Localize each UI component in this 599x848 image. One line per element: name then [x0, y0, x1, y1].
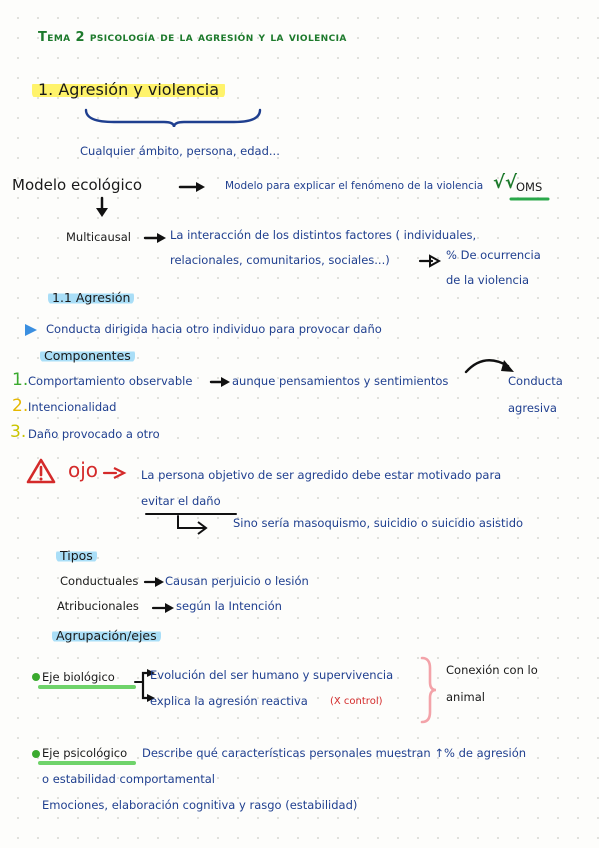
component-3-text: Daño provocado a otro	[28, 427, 160, 441]
eje-psicologico-line-1: Describe qué características personales muestran ↑% de agresión	[142, 746, 527, 760]
occurrence-line-2: de la violencia	[446, 273, 530, 287]
tipos-heading: Tipos	[56, 548, 97, 563]
arrow-right-icon	[178, 180, 208, 194]
eje-psicologico-underline	[38, 760, 138, 766]
tipo-2-desc: según la Intención	[176, 599, 282, 613]
subsection-heading-agresion: 1.1 Agresión	[48, 290, 134, 305]
tipo-1-desc: Causan perjuicio o lesión	[165, 574, 309, 588]
eje-psicologico-line-2: o estabilidad comportamental	[42, 772, 215, 786]
triangle-bullet-icon	[24, 323, 38, 337]
eje-biologico-control-note: (X control)	[330, 696, 383, 707]
ojo-label: ojo	[68, 458, 99, 482]
arrow-right-icon	[102, 466, 128, 480]
oms-label: OMS	[516, 180, 543, 194]
multicausal-label: Multicausal	[66, 230, 132, 244]
component-1-note: aunque pensamientos y sentimientos	[232, 374, 449, 388]
brace-under-heading	[84, 108, 264, 128]
arrow-right-icon	[418, 254, 442, 268]
interaction-line-2: relacionales, comunitarios, sociales...)	[170, 253, 390, 267]
interaction-line-1: La interacción de los distintos factores ( individuales,	[170, 228, 477, 242]
page-title: Tema 2 psicología de la agresión y la violencia	[38, 30, 347, 45]
arrow-right-icon	[143, 231, 169, 245]
eje-biologico-line-2: explica la agresión reactiva	[150, 694, 308, 708]
scope-text: Cualquier ámbito, persona, edad...	[80, 144, 280, 158]
oms-underline	[510, 196, 550, 202]
component-2-text: Intencionalidad	[28, 400, 117, 414]
eje-biologico-line-1: Evolución del ser humano y supervivencia	[150, 668, 394, 682]
conexion-line-2: animal	[446, 690, 485, 704]
component-number-3: 3.	[10, 422, 27, 442]
section-heading-agresion-violencia: 1. Agresión y violencia	[32, 80, 225, 99]
arrow-right-icon	[209, 375, 233, 389]
bullet-dot	[32, 673, 40, 681]
modelo-description: Modelo para explicar el fenómeno de la violencia	[225, 180, 484, 192]
ojo-subtext: Sino sería masoquismo, suicidio o suicidio asistido	[233, 516, 524, 530]
tipo-1-label: Conductuales	[60, 574, 139, 588]
ojo-underline-arrow	[144, 510, 244, 536]
eje-biologico-label: Eje biológico	[42, 670, 115, 684]
ojo-line-1: La persona objetivo de ser agredido debe estar motivado para	[141, 468, 502, 482]
tipo-2-label: Atribucionales	[57, 599, 139, 613]
eje-psicologico-label: Eje psicológico	[42, 746, 128, 760]
conducta-agresiva-line-1: Conducta	[508, 374, 563, 388]
conexion-line-1: Conexión con lo	[446, 663, 538, 677]
agrupacion-heading: Agrupación/ejes	[52, 628, 161, 643]
eje-psicologico-line-3: Emociones, elaboración cognitiva y rasgo (estabilidad)	[42, 798, 358, 812]
component-number-2: 2.	[12, 396, 29, 416]
arrow-right-icon	[151, 601, 177, 615]
component-1-text: Comportamiento observable	[28, 374, 193, 388]
componentes-heading: Componentes	[40, 348, 135, 363]
arrow-right-icon	[143, 575, 167, 589]
ojo-line-2: evitar el daño	[141, 494, 221, 508]
eje-biologico-underline	[38, 684, 138, 690]
modelo-ecologico-label: Modelo ecológico	[12, 176, 143, 194]
agresion-definition: Conducta dirigida hacia otro individuo para provocar daño	[46, 322, 382, 336]
arrow-down-icon	[94, 196, 110, 220]
component-number-1: 1.	[12, 370, 29, 390]
checkmark-icon: √√	[493, 172, 518, 193]
conducta-agresiva-line-2: agresiva	[508, 401, 557, 415]
bullet-dot	[32, 750, 40, 758]
warning-icon	[26, 458, 56, 484]
occurrence-line-1: % De ocurrencia	[446, 248, 541, 262]
curly-brace-icon	[418, 656, 438, 724]
